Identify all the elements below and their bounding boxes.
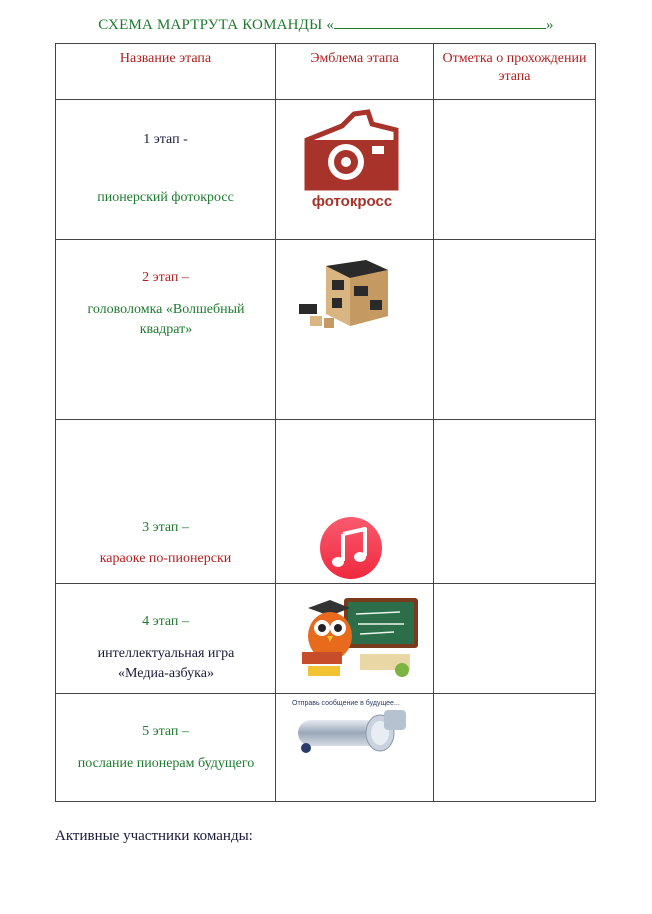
time-capsule-icon [288,696,412,760]
owl-teacher-chalkboard-icon [300,594,420,682]
table-row [56,100,596,240]
stage-5-name: послание пионерам будущего [77,756,255,771]
stage-3-number: 3 этап – [142,520,189,535]
stage-1-emblem-cell [276,100,434,240]
table-row [56,240,596,420]
stage-5-emblem-cell [276,694,434,802]
header-stage-name: Название этапа [56,44,276,100]
team-members-label: Активные участники команды: [55,828,253,844]
title-text: СХЕМА МАРТРУТА КОМАНДЫ « [98,17,335,33]
stage-1-mark-cell [434,100,596,240]
stage-2-name-cell [56,240,276,420]
header-stage-mark: Отметка о прохождении этапа [434,44,596,100]
stage-2-mark-cell [434,240,596,420]
stage-4-name: интеллектуальная игра «Медиа-азбука» [97,646,235,681]
stage-4-mark-cell [434,584,596,694]
stage-3-name-cell [56,420,276,584]
stage-4-number: 4 этап – [142,614,189,629]
photocross-logo-icon [302,106,402,216]
title-close: » [546,17,554,33]
stage-1-name-cell [56,100,276,240]
music-note-icon [319,516,383,580]
stage-5-number: 5 этап – [142,724,189,739]
table-row [56,420,596,584]
table-row [56,584,596,694]
table-row [56,694,596,802]
stage-2-name: головоломка «Волшебный квадрат» [87,302,245,337]
wooden-puzzle-cube-icon [296,256,396,336]
photocross-logo-text: фотокросс [311,193,393,210]
stage-2-emblem-cell [276,240,434,420]
stage-3-name: караоке по-пионерски [99,551,232,566]
team-name-blank [334,16,546,29]
header-row [56,44,596,100]
stage-1-number: 1 этап - [143,132,188,147]
route-table [55,43,596,802]
stage-4-emblem-cell [276,584,434,694]
stage-4-name-cell [56,584,276,694]
stage-3-mark-cell [434,420,596,584]
stage-1-name: пионерский фотокросс [97,190,234,205]
page-title [0,16,652,34]
stage-5-mark-cell [434,694,596,802]
time-capsule-text: Отправь сообщение в будущее... [292,700,400,707]
stage-2-number: 2 этап – [142,270,189,285]
header-stage-emblem: Эмблема этапа [276,44,434,100]
stage-3-emblem-cell [276,420,434,584]
stage-5-name-cell [56,694,276,802]
